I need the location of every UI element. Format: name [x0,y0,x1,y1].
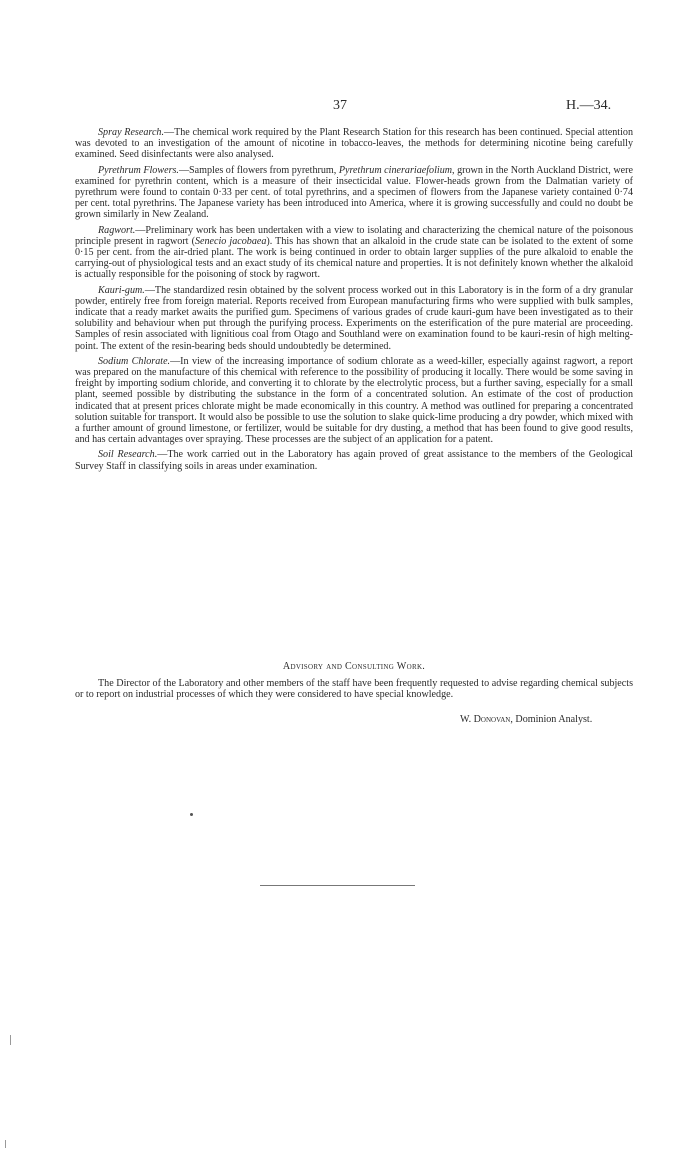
paragraph-kauri-gum [75,285,633,352]
signature [460,714,592,725]
paragraph-heading: Kauri-gum. [98,284,145,296]
paragraph-ragwort [75,225,633,281]
margin-mark [5,1140,6,1148]
paragraph-text: —In view of the increasing importance of sodium chlorate as a weed-killer, especially against ragwort, a report was prepared on the manufacture of this chemical with reference to the possibility of producing it locally. There would be some saving in freight by importing sodium chloride, and converting it to chlorate by the electrolytic process, but a further saving, especially for a small plant, seemed possible by distributing the substance in the form of a concentrated solution. An estimate of the cost of production indicated that at present prices chlorate might be made economically in this country. A method was outlined for preparing a concentrated solution suitable for transport. It would also be possible to use the solution to slake quick-lime producing a dry powder, which mixed with a further amount of ground limestone, or fertilizer, would be suitable for dry dusting, a method that has been found to give good results, and has certain advantages over spraying. These processes are the subject of an application for a patent. [75,355,633,446]
paragraph-pyrethrum-flowers [75,165,633,221]
section-heading-advisory: Advisory and Consulting Work. [282,661,426,672]
page-number: 37 [333,98,347,113]
end-rule [260,885,415,886]
signature-name: W. Donovan, [460,714,513,725]
species-name: Pyrethrum cinerariaefolium [338,164,453,176]
report-code: H.—34. [566,98,612,113]
paragraph-sodium-chlorate [75,356,633,446]
paragraph-heading: Sodium Chlorate. [98,355,171,367]
signature-title: Dominion Analyst. [515,714,593,725]
species-name: Senecio jacobaea [194,235,267,247]
paragraph-spray-research [75,127,633,161]
paragraph-text: —Preliminary work has been undertaken with a view to isolating and characterizing the chemical nature of the poisonous principle present in ragwort ( [75,224,633,247]
margin-mark [10,1035,11,1045]
ink-speck [190,813,193,816]
paragraph-soil-research [75,449,633,471]
paragraph-text: —The chemical work required by the Plant Research Station for this research has been continued. Special attention was devoted to an investigation of the amount of nicotine in tobacco-leaves, the methods for determining nicotine being carefully examined. Seed disinfectants were also analysed. [75,127,634,161]
paragraph-text: , grown in the North Auckland District, were examined for pyrethrin content, which is a measure of their insecticidal value. Flower-heads grown from the Dalmatian variety of pyrethrum were found to contain 0·33 per cent. of total pyrethrins, and a specimen of flowers from the Japanese variety contained 0·74 per cent. total pyrethrins. The Japanese variety has been introduced into America, where it is growing successfully and could no doubt be grown similarly in New Zealand. [75,164,633,221]
paragraph-text: —The standardized resin obtained by the solvent process worked out in this Laboratory is in the form of a dry granular powder, entirely free from foreign material. Reports received from European manufacturing firms who were supplied with bulk samples, indicate that a ready market awaits the purified gum. Specimens of various grades of crude kauri-gum have been investigated as to their solubility and behaviour when put through the purifying process. Experiments on the esterification of the pure material are proceeding. Samples of resin associated with lignitious coal from Otago and Southland were on examination found to be kauri-resin of high melting-point. The extent of the resin-bearing beds should undoubtedly be determined. [75,284,633,352]
paragraph-text: ). This has shown that an alkaloid in the crude state can be isolated to the extent of some 0·15 per cent. from the air-dried plant. The work is being continued in order to obtain larger supplies of the pure alkaloid to enable the carrying-out of physiological tests and an exact study of its chemical nature and properties. It is not definitely known whether the alkaloid is actually responsible for the poisoning of stock by ragwort. [75,235,633,281]
paragraph-heading: Pyrethrum Flowers. [98,164,179,176]
advisory-section [75,678,633,700]
body-text [75,127,633,476]
advisory-text: The Director of the Laboratory and other members of the staff have been frequently requested to advise regarding chemical subjects or to report on industrial processes of which they were considered to have special knowledge. [75,678,633,701]
paragraph-heading: Soil Research. [98,449,158,461]
paragraph-text: —The work carried out in the Laboratory has again proved of great assistance to the members of the Geological Survey Staff in classifying soils in areas under examination. [75,449,633,472]
paragraph-heading: Spray Research. [98,127,164,138]
paragraph-heading: Ragwort. [98,224,136,236]
paragraph-text: —Samples of flowers from pyrethrum, [178,164,339,176]
